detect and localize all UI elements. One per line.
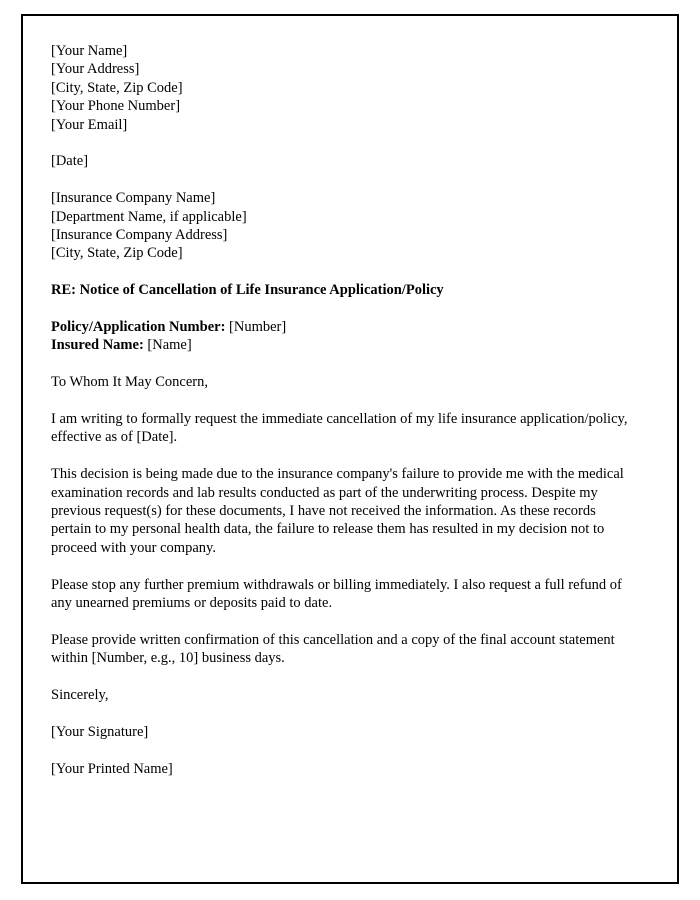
policy-details-block [51, 318, 633, 355]
salutation: To Whom It May Concern, [51, 374, 208, 391]
sender-phone: [Your Phone Number] [51, 98, 181, 115]
sender-city-state-zip: [City, State, Zip Code] [51, 79, 183, 96]
insured-name-value: [Name] [147, 337, 192, 354]
recipient-address: [Insurance Company Address] [51, 227, 228, 244]
policy-number-label: Policy/Application Number: [51, 319, 226, 336]
sender-address: [Your Address] [51, 61, 140, 78]
insured-name-label: Insured Name: [51, 337, 144, 354]
paragraph-reason: This decision is being made due to the insurance company's failure to provide me with the medical examination records and lab results conducted as part of the underwriting process. Despite my previous request(s) for these documents, I have not received the information. As these records pertain to my personal health data, the failure to release them has resulted in my decision not to proceed with your company. [51, 466, 624, 556]
sender-address-block [51, 42, 633, 134]
paragraph-cancellation-request: I am writing to formally request the immediate cancellation of my life insurance application/policy, effective as of [Date]. [51, 411, 628, 446]
recipient-company-name: [Insurance Company Name] [51, 190, 216, 207]
closing: Sincerely, [51, 687, 109, 704]
printed-name-placeholder: [Your Printed Name] [51, 760, 173, 777]
recipient-address-block [51, 189, 633, 263]
paragraph-billing-refund: Please stop any further premium withdrawals or billing immediately. I also request a full refund of any unearned premiums or deposits paid to date. [51, 576, 622, 612]
letter-border-frame [21, 14, 679, 884]
policy-number-line [51, 318, 633, 336]
signature-placeholder: [Your Signature] [51, 723, 149, 740]
recipient-department: [Department Name, if applicable] [51, 208, 247, 225]
subject-line: RE: Notice of Cancellation of Life Insurance Application/Policy [51, 282, 444, 299]
sender-name: [Your Name] [51, 43, 128, 59]
letter-date: [Date] [51, 153, 89, 170]
sender-email: [Your Email] [51, 116, 128, 133]
policy-number-value: [Number] [229, 319, 287, 336]
letter-body [23, 16, 677, 778]
insured-name-line [51, 336, 633, 354]
paragraph-confirmation-request: Please provide written confirmation of this cancellation and a copy of the final account statement within [Number, e.g., 10] business days. [51, 631, 615, 667]
recipient-city-state-zip: [City, State, Zip Code] [51, 245, 183, 262]
date-block [51, 152, 633, 170]
